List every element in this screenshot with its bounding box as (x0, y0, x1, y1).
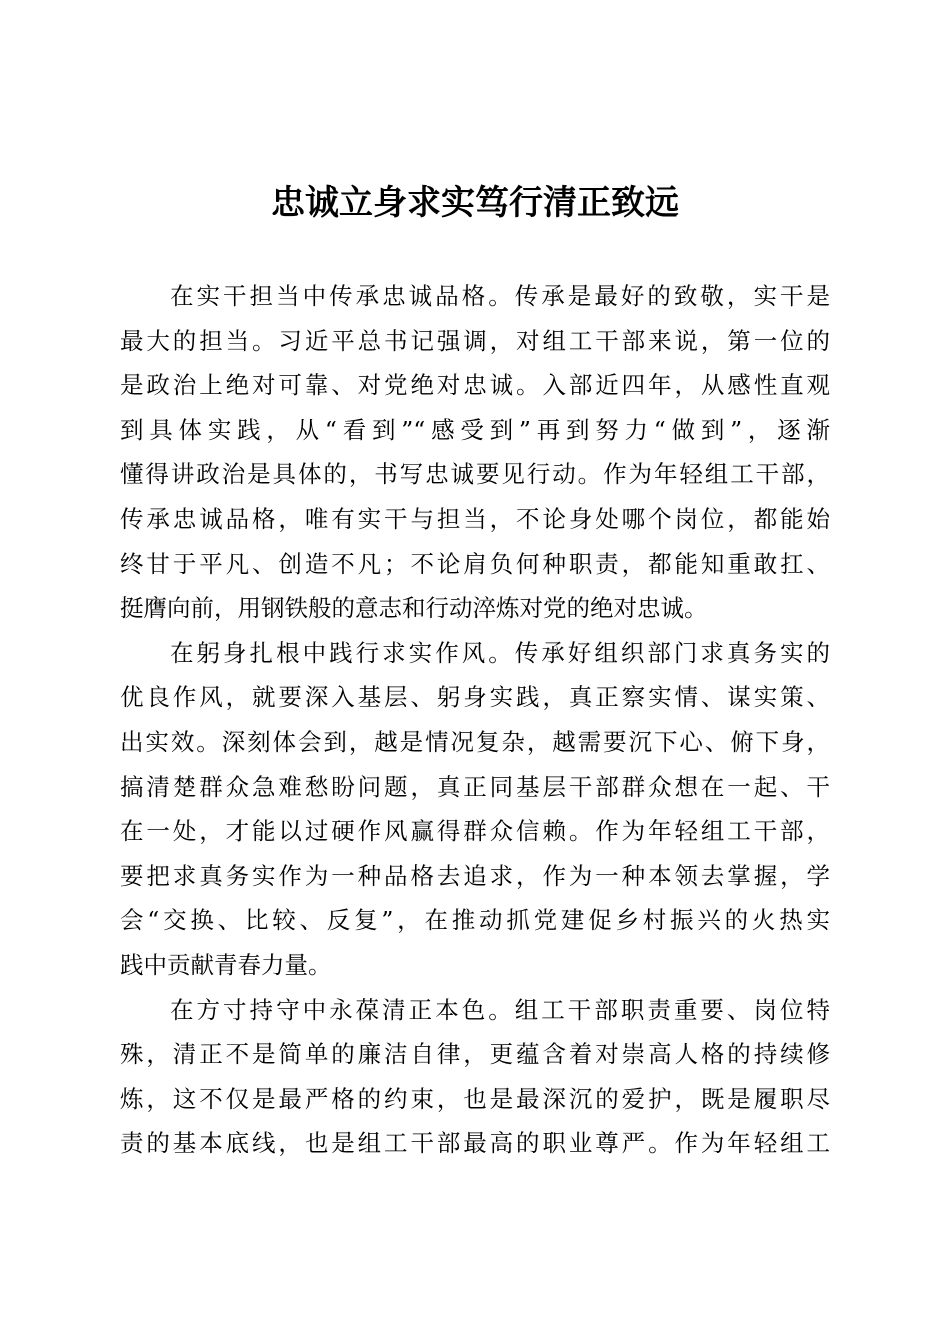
paragraph-3 (120, 988, 830, 1166)
text-line: 践中贡献青春力量。 (120, 950, 332, 979)
text-line: 挺膺向前，用钢铁般的意志和行动淬炼对党的绝对忠诚。 (120, 594, 708, 623)
text-line: 优良作风，就要深入基层、躬身实践，真正察实情、谋实策、 (120, 683, 830, 712)
text-line: 最大的担当。习近平总书记强调，对组工干部来说，第一位的 (120, 326, 830, 355)
text-line: 殊，清正不是简单的廉洁自律，更蕴含着对崇高人格的持续修 (120, 1040, 830, 1069)
text-line: 在实干担当中传承忠诚品格。传承是最好的致敬，实干是 (170, 282, 830, 310)
text-line: 会“交换、比较、反复”，在推动抓党建促乡村振兴的火热实 (120, 906, 830, 935)
text-line: 终甘于平凡、创造不凡；不论肩负何种职责，都能知重敢扛、 (120, 549, 830, 578)
text-line: 在一处，才能以过硬作风赢得群众信赖。作为年轻组工干部， (120, 817, 830, 846)
document-title: 忠诚立身求实笃行清正致远 (271, 183, 679, 223)
text-line: 懂得讲政治是具体的，书写忠诚要见行动。作为年轻组工干部， (120, 460, 830, 489)
text-line: 出实效。深刻体会到，越是情况复杂，越需要沉下心、俯下身， (120, 727, 830, 756)
paragraph-2 (120, 631, 830, 988)
text-line: 传承忠诚品格，唯有实干与担当，不论身处哪个岗位，都能始 (120, 504, 830, 533)
text-line: 到具体实践，从“看到”“感受到”再到努力“做到”，逐渐 (120, 415, 830, 444)
text-line: 炼，这不仅是最严格的约束，也是最深沉的爱护，既是履职尽 (120, 1084, 830, 1113)
document-body (120, 274, 830, 1166)
text-line: 是政治上绝对可靠、对党绝对忠诚。入部近四年，从感性直观 (120, 371, 830, 400)
text-line: 搞清楚群众急难愁盼问题，真正同基层干部群众想在一起、干 (120, 772, 830, 801)
text-line: 在躬身扎根中践行求实作风。传承好组织部门求真务实的 (170, 638, 830, 667)
text-line: 要把求真务实作为一种品格去追求，作为一种本领去掌握，学 (120, 861, 830, 890)
text-line: 在方寸持守中永葆清正本色。组工干部职责重要、岗位特 (170, 995, 830, 1024)
paragraph-1 (120, 274, 830, 631)
text-line: 责的基本底线，也是组工干部最高的职业尊严。作为年轻组工 (120, 1129, 830, 1158)
